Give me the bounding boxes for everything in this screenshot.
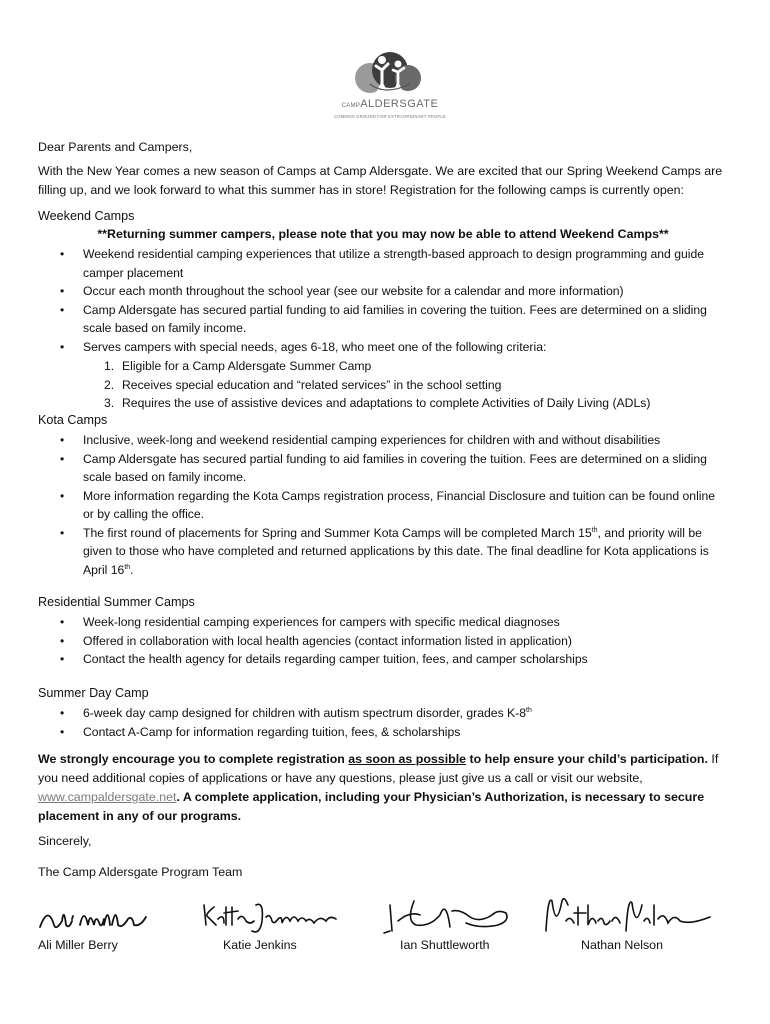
list-item: • The first round of placements for Spring and Summer Kota Camps will be completed March 15th, and priority will be given to those who have completed and returned applications by this date. The final deadline for Kota applications is April 16th.	[38, 524, 728, 580]
signature-name: Katie Jenkins	[223, 938, 297, 952]
list-item: 2. Receives special education and “related services” in the school setting	[104, 377, 502, 392]
returning-campers-note: **Returning summer campers, please note that you may now be able to attend Weekend Camps**	[97, 227, 669, 241]
signature-katie-jenkins	[198, 891, 358, 941]
list-item: • Contact the health agency for details regarding camper tuition, fees, and camper scholarships	[38, 650, 728, 669]
list-item: • 6-week day camp designed for children with autism spectrum disorder, grades K-8th	[38, 704, 728, 723]
list-item: 1. Eligible for a Camp Aldersgate Summer Camp	[104, 359, 372, 373]
intro-paragraph: With the New Year comes a new season of Camps at Camp Aldersgate. We are excited that our Spring Weekend Camps are filling up, and we look forward to what this summer has in store! Registration for the following camps is currently open:	[38, 164, 723, 197]
weekend-camps-heading: Weekend Camps	[38, 209, 135, 223]
team-line: The Camp Aldersgate Program Team	[38, 865, 243, 879]
day-camp-list	[38, 704, 728, 741]
list-item: • Contact A-Camp for information regarding tuition, fees, & scholarships	[38, 723, 728, 742]
signature-name: Ian Shuttleworth	[400, 938, 490, 952]
signature-name: Nathan Nelson	[581, 938, 663, 952]
list-item: • Weekend residential camping experiences that utilize a strength-based approach to design programming and guide camper placement	[38, 245, 728, 282]
list-item: 3. Requires the use of assistive devices and adaptations to complete Activities of Daily Living (ADLs)	[104, 396, 651, 410]
criteria-list	[38, 357, 718, 413]
logo-tagline: COMMON GROUND FOR EXTRAORDINARY PEOPLE	[334, 114, 446, 119]
list-item: • Occur each month throughout the school year (see our website for a calendar and more information)	[38, 282, 728, 301]
list-item: • Camp Aldersgate has secured partial funding to aid families in covering the tuition. Fees are determined on a sliding scale based on family income.	[38, 450, 728, 487]
signature-name: Ali Miller Berry	[38, 938, 118, 952]
list-item: • Inclusive, week-long and weekend residential camping experiences for children with and without disabilities	[38, 431, 728, 450]
logo-wordmark: CAMPALDERSGATE	[341, 98, 439, 110]
residential-camps-list	[38, 613, 728, 669]
kota-camps-list	[38, 431, 728, 579]
weekend-camps-list	[38, 245, 728, 356]
list-item: • Camp Aldersgate has secured partial funding to aid families in covering the tuition. Fees are determined on a sliding scale based on family income.	[38, 301, 728, 338]
list-item: • More information regarding the Kota Camps registration process, Financial Disclosure and tuition can be found online or by calling the office.	[38, 487, 728, 524]
list-item: • Serves campers with special needs, ages 6-18, who meet one of the following criteria:	[38, 338, 728, 357]
signature-nathan-nelson	[540, 891, 720, 941]
kota-camps-heading: Kota Camps	[38, 413, 108, 427]
camp-aldersgate-logo	[330, 48, 450, 128]
signature-ian-shuttleworth	[380, 891, 520, 941]
signature-ali-miller	[36, 891, 176, 941]
list-item: • Week-long residential camping experiences for campers with specific medical diagnoses	[38, 613, 728, 632]
list-item: • Offered in collaboration with local health agencies (contact information listed in application)	[38, 632, 728, 651]
website-link[interactable]: www.campaldersgate.net	[38, 790, 177, 804]
summer-day-camp-heading: Summer Day Camp	[38, 686, 149, 700]
closing-paragraph: We strongly encourage you to complete registration as soon as possible to help ensure your child’s participation. If you need additional copies of applications or have any questions, please just give us a call or visit our website, www.campaldersgate.net. A complete application, including your Physician’s Authorization, is necessary to secure placement in any of our programs.	[38, 752, 719, 823]
sincerely: Sincerely,	[38, 834, 92, 848]
residential-summer-camps-heading: Residential Summer Camps	[38, 595, 195, 609]
greeting: Dear Parents and Campers,	[38, 140, 193, 154]
logo-figures-icon	[330, 48, 450, 104]
